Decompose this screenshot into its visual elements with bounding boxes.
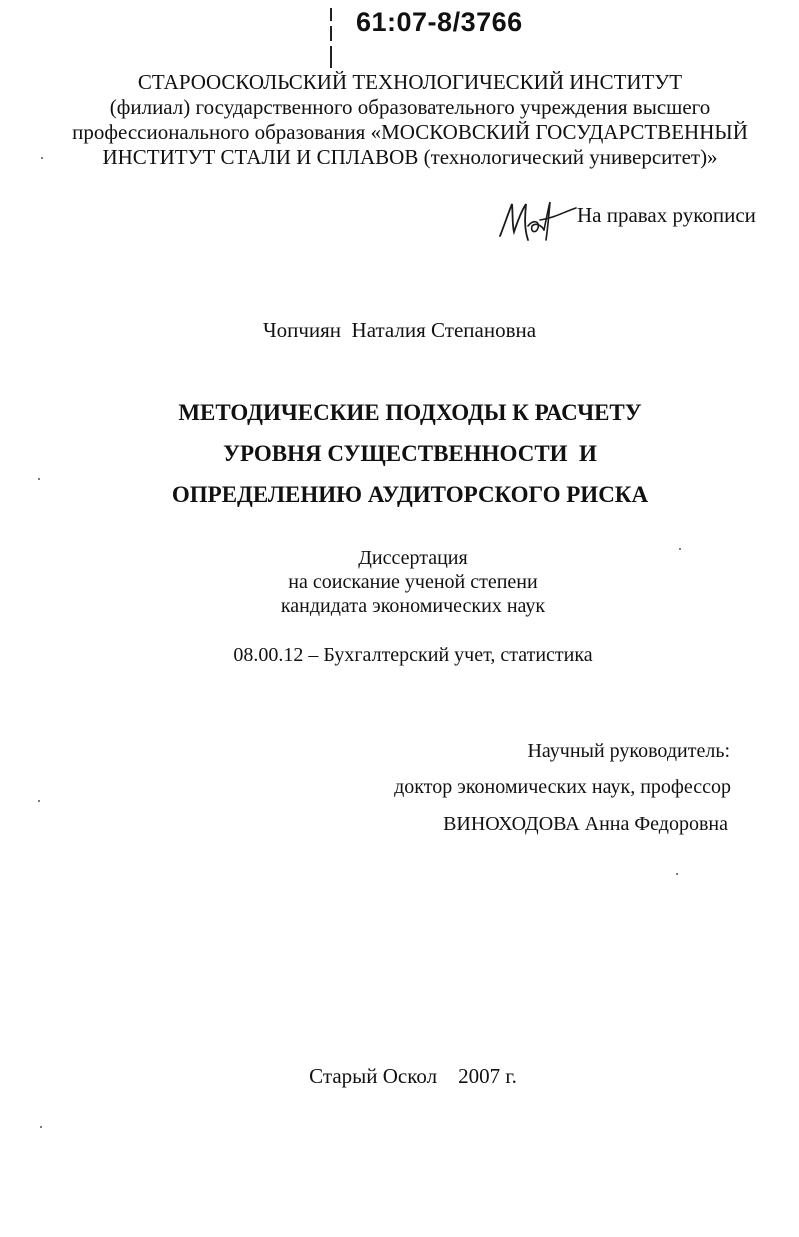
title-line: ОПРЕДЕЛЕНИЮ АУДИТОРСКОГО РИСКА: [171, 482, 649, 507]
author-name: Чопчиян Наталия Степановна: [262, 318, 537, 342]
library-stamp-code: 61:07-8/3766: [356, 7, 523, 37]
manuscript-rights-note: На правах рукописи: [577, 203, 756, 227]
dissertation-title: [60, 392, 760, 515]
institute-line: (филиал) государственного образовательного учреждения высшего: [109, 95, 711, 119]
institute-header: [60, 70, 760, 170]
scan-speck: [676, 873, 678, 875]
degree-description: [0, 546, 799, 618]
title-line: УРОВНЯ СУЩЕСТВЕННОСТИ И: [223, 441, 597, 466]
stamp-vertical-mark: [330, 8, 332, 68]
advisor-name: ВИНОХОДОВА Анна Федоровна: [443, 813, 728, 835]
scan-speck: [679, 548, 681, 550]
scan-speck: [40, 1126, 42, 1128]
place-and-year: Старый Оскол 2007 г.: [309, 1064, 517, 1088]
specialty-code: 08.00.12 – Бухгалтерский учет, статистика: [233, 644, 593, 666]
degree-line: Диссертация: [358, 547, 468, 569]
degree-line: кандидата экономических наук: [280, 595, 546, 617]
scan-speck: [38, 800, 40, 802]
institute-line: ИНСТИТУТ СТАЛИ И СПЛАВОВ (технологический университет)»: [102, 145, 718, 169]
scan-speck: [41, 157, 43, 159]
handwritten-signature: [494, 196, 578, 248]
institute-line: профессионального образования «МОСКОВСКИЙ ГОСУДАРСТВЕННЫЙ: [72, 120, 748, 144]
title-line: МЕТОДИЧЕСКИЕ ПОДХОДЫ К РАСЧЕТУ: [178, 400, 642, 425]
institute-line: СТАРООСКОЛЬСКИЙ ТЕХНОЛОГИЧЕСКИЙ ИНСТИТУТ: [137, 70, 683, 94]
advisor-degree: доктор экономических наук, профессор: [394, 776, 731, 798]
scan-speck: [38, 478, 40, 480]
degree-line: на соискание ученой степени: [288, 571, 538, 593]
advisor-label: Научный руководитель:: [527, 740, 730, 762]
